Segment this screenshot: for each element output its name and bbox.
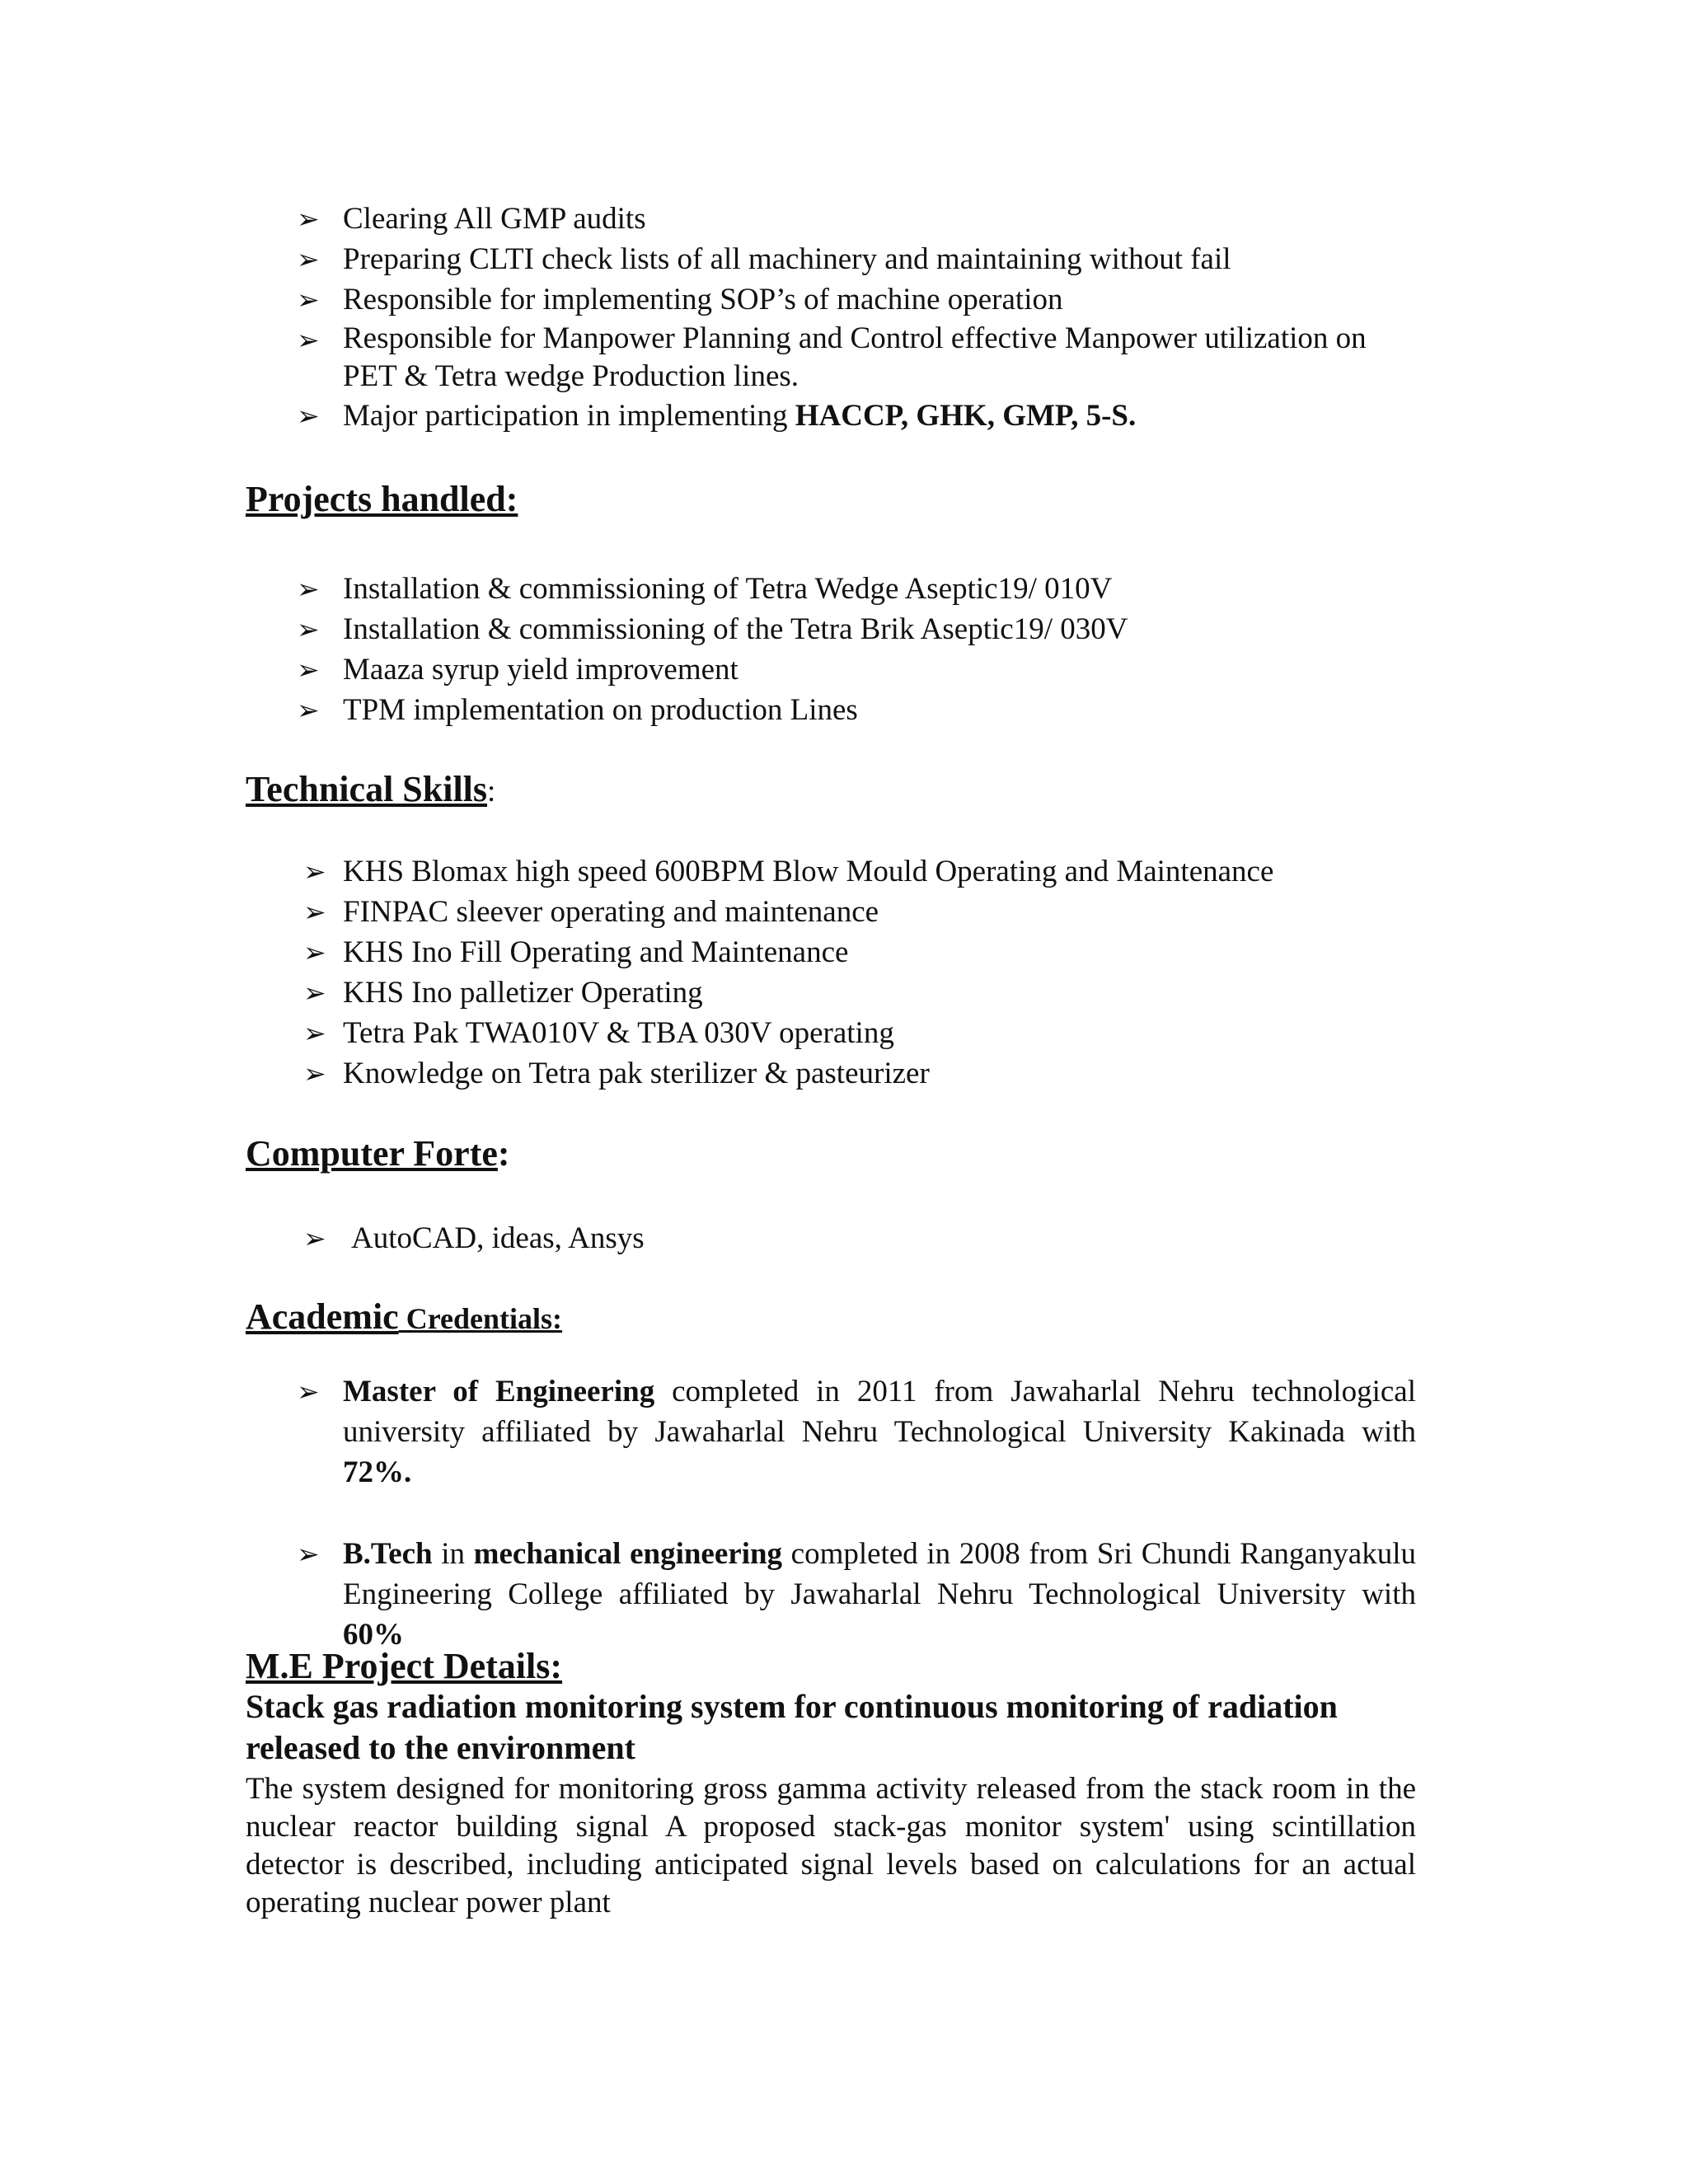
list-item <box>246 1218 1416 1258</box>
arrow-bullet-icon: ➢ <box>297 573 320 605</box>
arrow-bullet-icon: ➢ <box>297 400 320 432</box>
arrow-bullet-icon: ➢ <box>303 1057 326 1090</box>
degree-btech: B.Tech <box>343 1537 433 1571</box>
list-item-text: FINPAC sleever operating and maintenance <box>343 895 879 929</box>
arrow-bullet-icon: ➢ <box>303 977 326 1009</box>
academic-block <box>246 1371 1416 1655</box>
arrow-bullet-icon: ➢ <box>297 243 320 275</box>
arrow-bullet-icon: ➢ <box>303 1222 326 1254</box>
list-item <box>246 320 1416 396</box>
me-project-description: The system designed for monitoring gross gamma activity released from the stack room in the nuclear reactor building signal A proposed stack-gas monitor system' using scintillation detector is described, including anticipated signal levels based on calculations for an actual operating nuclear power plant <box>246 1772 1416 1919</box>
computer-block <box>246 1218 1416 1258</box>
list-item <box>246 199 1416 239</box>
list-item-text: TPM implementation on production Lines <box>343 693 858 727</box>
degree-btech-details: completed in 2008 from Sri Chundi Ranganyakulu Engineering College affiliated by Jawaharlal Nehru Technological University with <box>343 1537 1417 1611</box>
degree-btech-field: mechanical engineering <box>473 1537 783 1571</box>
arrow-bullet-icon: ➢ <box>303 855 326 888</box>
list-item-text: Responsible for implementing SOP’s of machine operation <box>343 283 1063 316</box>
list-item <box>246 892 1416 932</box>
list-item <box>246 609 1416 649</box>
list-item-text: Tetra Pak TWA010V & TBA 030V operating <box>343 1016 894 1050</box>
list-item-text: Clearing All GMP audits <box>343 202 646 236</box>
computer-forte-heading: Computer Forte: <box>246 1133 510 1174</box>
projects-block <box>246 569 1416 730</box>
projects-heading: Projects handled: <box>246 479 518 519</box>
responsibilities-block <box>246 199 1416 436</box>
list-item <box>246 1053 1416 1094</box>
arrow-bullet-icon: ➢ <box>297 1376 320 1408</box>
list-item-text: KHS Ino Fill Operating and Maintenance <box>343 935 849 969</box>
academic-list <box>246 1371 1416 1655</box>
computer-list <box>246 1218 1416 1258</box>
me-project-title: Stack gas radiation monitoring system for continuous monitoring of radiation released to the environment <box>246 1688 1338 1766</box>
list-item-text: Installation & commissioning of the Tetra Brik Aseptic19/ 030V <box>343 612 1128 646</box>
arrow-bullet-icon: ➢ <box>303 896 326 928</box>
list-item <box>246 239 1416 279</box>
list-item-text: Preparing CLTI check lists of all machinery and maintaining without fail <box>343 242 1231 276</box>
list-item <box>246 1534 1416 1655</box>
list-item-text: Maaza syrup yield improvement <box>343 653 738 687</box>
me-project-heading: M.E Project Details: <box>246 1646 563 1686</box>
arrow-bullet-icon: ➢ <box>297 1538 320 1570</box>
arrow-bullet-icon: ➢ <box>303 936 326 968</box>
list-item <box>246 649 1416 690</box>
arrow-bullet-icon: ➢ <box>297 613 320 645</box>
responsibilities-list <box>246 199 1416 436</box>
degree-btech-score: 60% <box>343 1618 404 1652</box>
list-item-text: KHS Ino palletizer Operating <box>343 976 703 1010</box>
participation-standards: HACCP, GHK, GMP, 5-S. <box>795 399 1137 433</box>
list-item-text: Knowledge on Tetra pak sterilizer & pasteurizer <box>343 1057 930 1090</box>
arrow-bullet-icon: ➢ <box>297 694 320 726</box>
arrow-bullet-icon: ➢ <box>297 203 320 235</box>
arrow-bullet-icon: ➢ <box>297 654 320 686</box>
list-item <box>246 1371 1416 1493</box>
skills-block <box>246 851 1416 1094</box>
degree-me: Master of Engineering <box>343 1375 655 1408</box>
list-item <box>246 932 1416 972</box>
participation-text: Major participation in implementing <box>343 399 795 433</box>
degree-me-details: completed in 2011 from Jawaharlal Nehru technological university affiliated by Jawaharlal Nehru Technological University Kakinada with <box>343 1375 1416 1449</box>
degree-me-score: 72%. <box>343 1455 412 1489</box>
projects-list <box>246 569 1416 730</box>
skills-list <box>246 851 1416 1094</box>
list-item-text: Installation & commissioning of Tetra Wedge Aseptic19/ 010V <box>343 572 1113 606</box>
list-item-text: AutoCAD, ideas, Ansys <box>351 1221 645 1255</box>
list-item <box>246 396 1416 436</box>
list-item-text: Responsible for Manpower Planning and Control effective Manpower utilization on PET & Tetra wedge Production lines. <box>343 321 1367 393</box>
technical-skills-heading: Technical Skills: <box>246 769 496 809</box>
arrow-bullet-icon: ➢ <box>297 284 320 316</box>
academic-heading: Academic Credentials: <box>246 1296 563 1337</box>
list-item <box>246 1013 1416 1053</box>
list-item <box>246 569 1416 609</box>
arrow-bullet-icon: ➢ <box>297 324 320 356</box>
list-item <box>246 851 1416 892</box>
list-item <box>246 279 1416 320</box>
list-item <box>246 690 1416 730</box>
list-item-text: KHS Blomax high speed 600BPM Blow Mould Operating and Maintenance <box>343 855 1274 888</box>
arrow-bullet-icon: ➢ <box>303 1017 326 1049</box>
list-item <box>246 972 1416 1013</box>
degree-btech-connector: in <box>432 1537 474 1571</box>
